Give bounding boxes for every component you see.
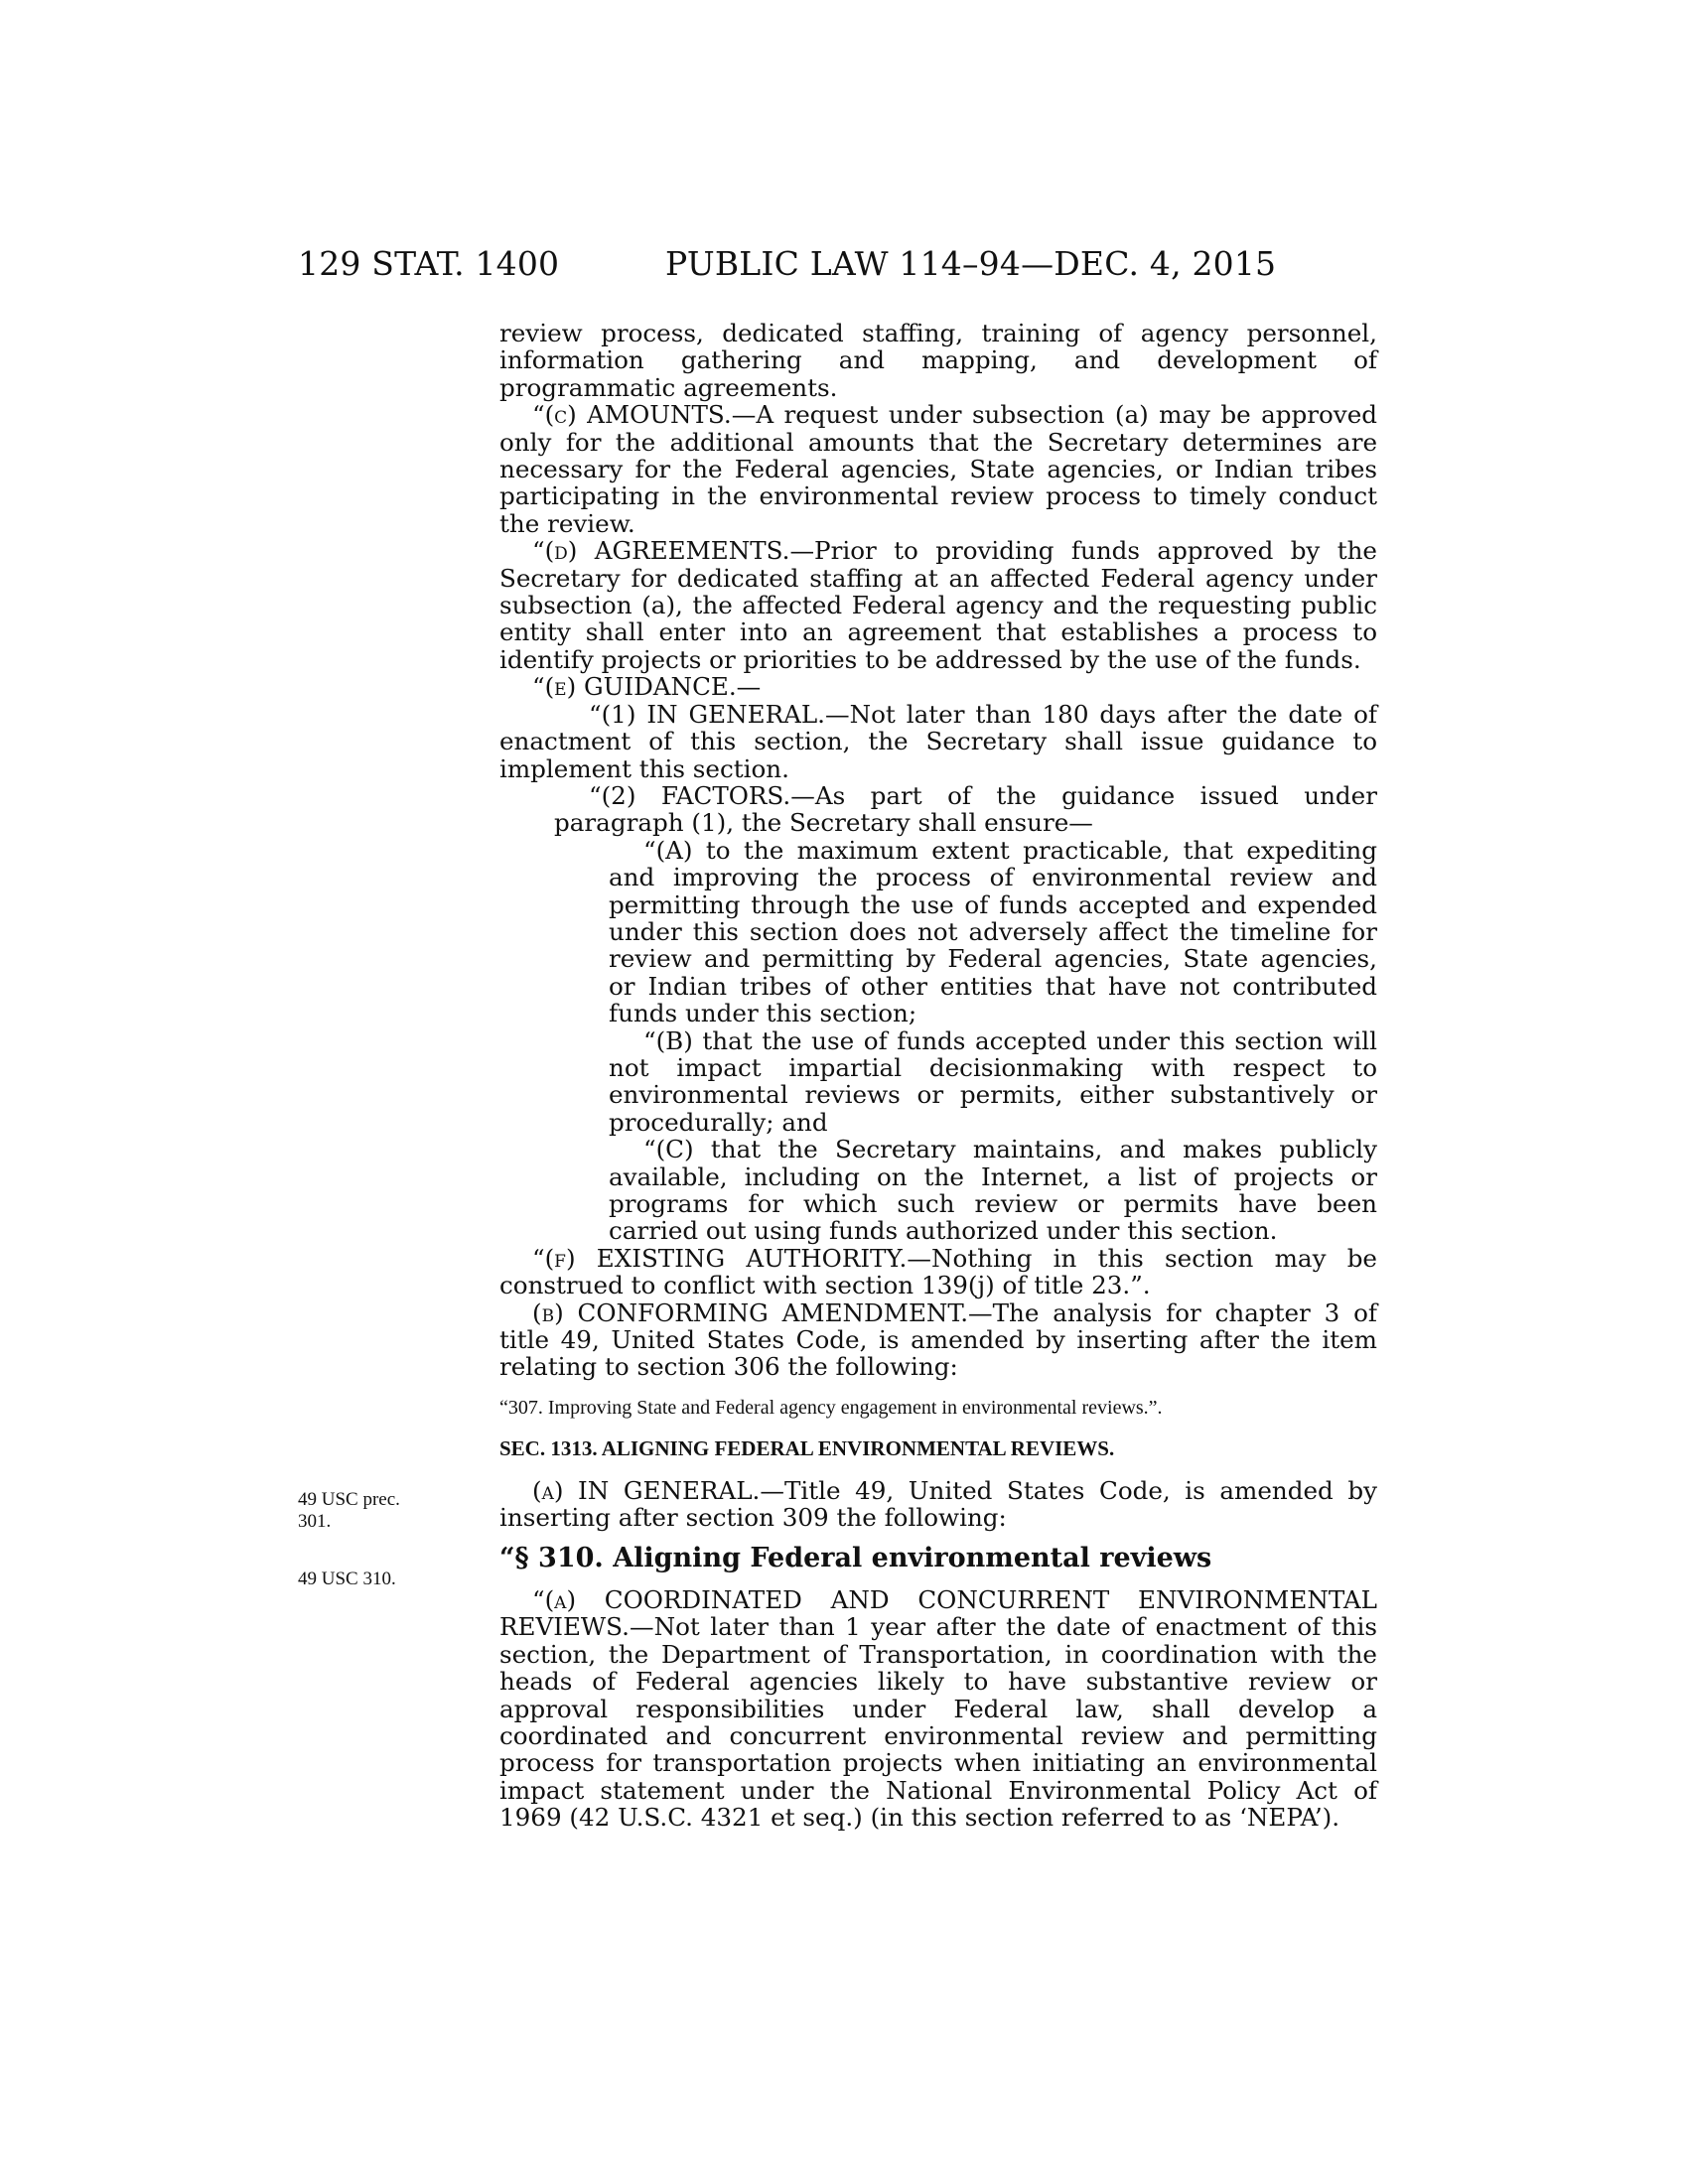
paragraph-e2 — [499, 782, 1377, 837]
conforming-amendment — [499, 1299, 1377, 1381]
paragraph-continuation: review process, dedicated staffing, training of agency personnel, information gathering and mapping, and development of programmatic agreements. — [499, 319, 1377, 402]
conforming-amendment-heading: (b) CONFORMING AMENDMENT.— — [532, 1297, 993, 1327]
section-310-heading: “§ 310. Aligning Federal environmental reviews — [499, 1543, 1212, 1574]
paragraph-e1-text: Not later than 180 days after the date of enactment of this section, the Secretary shall issue guidance to implement this section. — [499, 699, 1377, 783]
section-310-subsection-a-heading: “(a) COORDINATED AND CONCURRENT ENVIRONMENTAL REVIEWS.— — [499, 1584, 1377, 1642]
section-1313-heading: SEC. 1313. ALIGNING FEDERAL ENVIRONMENTAL REVIEWS. — [499, 1436, 1115, 1461]
section-310-subsection-a — [499, 1586, 1377, 1832]
subsection-e-heading: “(e) GUIDANCE.— — [532, 672, 762, 702]
section-1313-subsection-a-text: Title 49, United States Code, is amended by inserting after section 309 the following: — [499, 1475, 1377, 1533]
subsection-d — [499, 537, 1377, 673]
subsection-c — [499, 401, 1377, 537]
subsection-d-text: Prior to providing funds approved by the Secretary for dedicated staffing at an affected Federal agency under subsection (a), the affected Federal agency and the requesting public entity shall enter into an agreement that establishes a process to identify projects or priorities to be addressed by the use of the funds. — [499, 536, 1377, 674]
subsection-f — [499, 1245, 1377, 1299]
margin-note-49-usc-310: 49 USC 310. — [298, 1569, 396, 1589]
section-310-subsection-a-text: Not later than 1 year after the date of enactment of this section, the Department of Transportation, in coordination with the heads of Federal agencies likely to have substantive review or approval responsibilities under Federal law, shall develop a coordinated and concurrent environmental review and permitting process for transportation projects when initiating an environmental impact statement under the National Environmental Policy Act of 1969 (42 U.S.C. 4321 et seq.) (in this section referred to as ‘NEPA’). — [499, 1612, 1377, 1833]
subsection-f-text: Nothing in this section may be construed to conflict with section 139(j) of title 23.”. — [499, 1243, 1377, 1300]
subsection-d-heading: “(d) AGREEMENTS.— — [532, 536, 815, 566]
conforming-amendment-text: The analysis for chapter 3 of title 49, United States Code, is amended by inserting after the item relating to section 306 the following: — [499, 1297, 1377, 1382]
margin-note-49-usc-prec-301: 49 USC prec. 301. — [298, 1489, 400, 1532]
statute-page-reference: 129 STAT. 1400 — [298, 244, 560, 283]
subsection-c-heading: “(c) AMOUNTS.— — [532, 400, 757, 430]
paragraph-e1-heading: “(1) IN GENERAL.— — [589, 699, 850, 729]
statute-text — [499, 320, 1377, 1832]
public-law-reference: PUBLIC LAW 114–94—DEC. 4, 2015 — [665, 244, 1277, 283]
subparagraph-c: “(C) that the Secretary maintains, and makes publicly available, including on the Internet, a list of projects or programs for which such review or permits have been carried out using funds authorized under this section. — [609, 1135, 1377, 1246]
paragraph-e2-text: As part of the guidance issued under paragraph (1), the Secretary shall ensure— — [554, 780, 1377, 838]
paragraph-e2-heading: “(2) FACTORS.— — [589, 780, 815, 810]
subsection-f-heading: “(f) EXISTING AUTHORITY.— — [532, 1243, 931, 1273]
subsection-c-text: A request under subsection (a) may be approved only for the additional amounts that the Secretary determines are necessary for the Federal agencies, State agencies, or Indian tribes participating in the environmental review process to timely conduct the review. — [499, 400, 1377, 538]
subparagraph-b: “(B) that the use of funds accepted under this section will not impact impartial decisionmaking with respect to environmental reviews or permits, either substantively or procedurally; and — [609, 1025, 1377, 1137]
section-1313-subsection-a-heading: (a) IN GENERAL.— — [532, 1475, 784, 1505]
section-1313-subsection-a — [499, 1477, 1377, 1532]
analysis-item-307: “307. Improving State and Federal agency engagement in environmental reviews.”. — [499, 1396, 1163, 1419]
paragraph-e1 — [499, 701, 1377, 782]
subparagraph-a: “(A) to the maximum extent practicable, that expediting and improving the process of environmental review and permitting through the use of funds accepted and expended under this section does not adversely affect the timeline for review and permitting by Federal agencies, State agencies, or Indian tribes of other entities that have not contributed funds under this section; — [609, 835, 1377, 1028]
